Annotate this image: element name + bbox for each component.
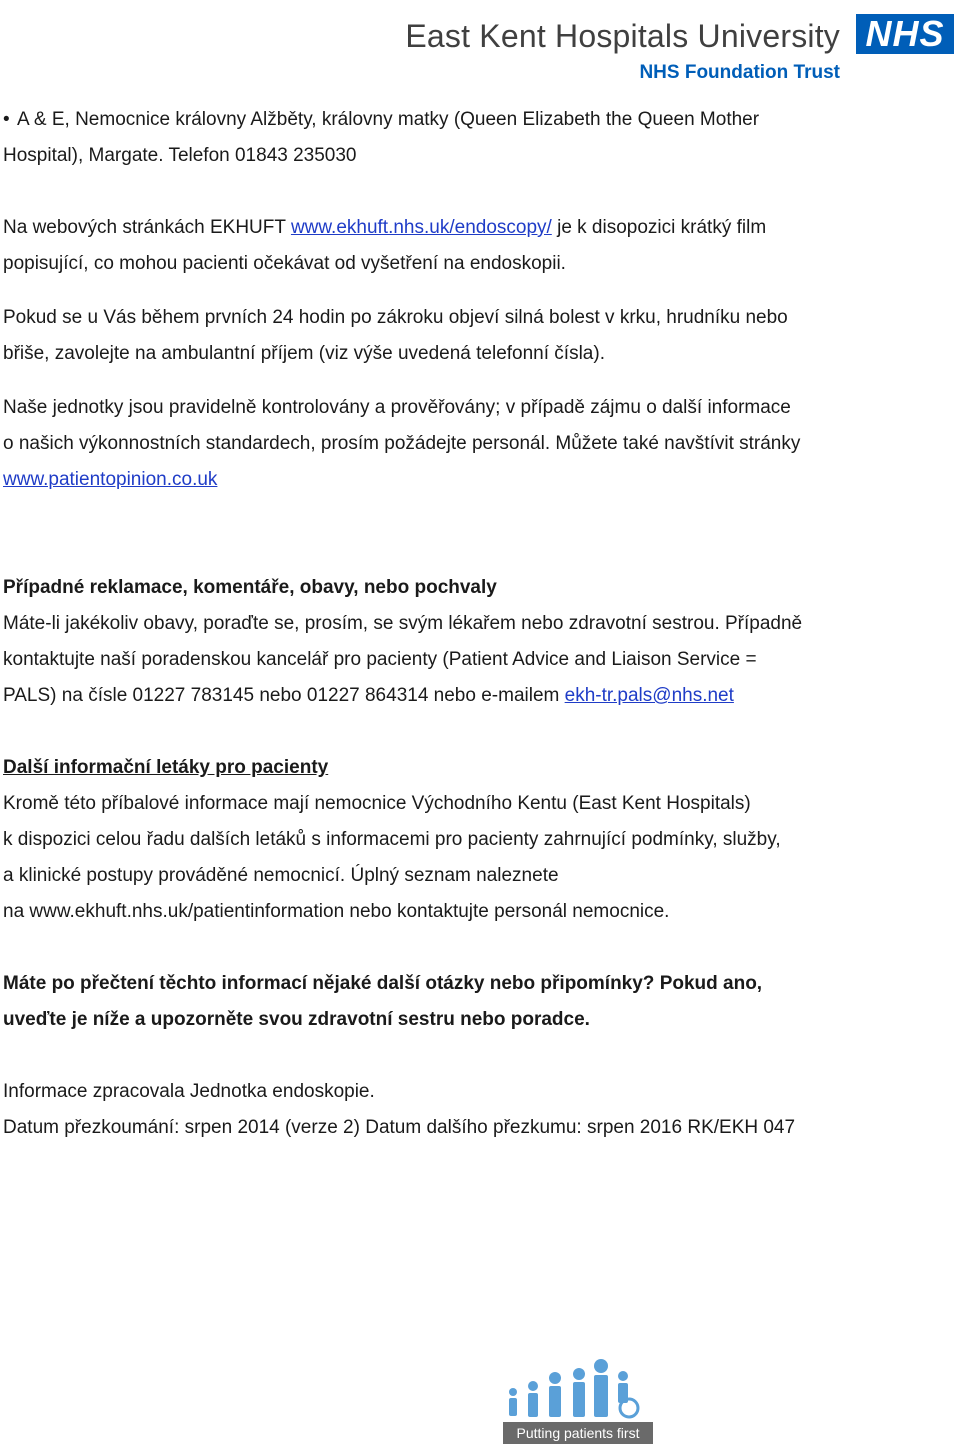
complaints-line3: PALS) na čísle 01227 783145 nebo 01227 864314 nebo e-mailem ekh-tr.pals@nhs.net	[3, 685, 734, 706]
leaflets-line1: Kromě této příbalové informace mají nemocnice Východního Kentu (East Kent Hospitals)	[3, 793, 751, 814]
web-paragraph: Na webových stránkách EKHUFT www.ekhuft.nhs.uk/endoscopy/ je k disopozici krátký film	[3, 217, 767, 238]
footer-logo	[503, 1358, 653, 1444]
nhs-logo: NHS	[856, 14, 954, 54]
organisation-name	[405, 18, 840, 84]
footer-tagline: Putting patients first	[503, 1422, 653, 1444]
questions-line1: Máte po přečtení těchto informací nějaké další otázky nebo připomínky? Pokud ano,	[3, 973, 763, 994]
bullet-item-continued: Hospital), Margate. Telefon 01843 235030	[3, 145, 357, 166]
pain-paragraph-line2: břiše, zavolejte na ambulantní příjem (viz výše uvedená telefonní čísla).	[3, 343, 605, 364]
bullet-icon: •	[3, 109, 10, 130]
patients-figures-icon	[503, 1358, 653, 1420]
trust-name-line: NHS Foundation Trust	[639, 62, 840, 83]
questions-line2: uveďte je níže a upozorněte svou zdravotní sestru nebo poradce.	[3, 1009, 590, 1030]
leaflets-line2: k dispozici celou řadu dalších letáků s informacemi pro pacienty zahrnující podmínky, služby,	[3, 829, 781, 850]
review-dates: Datum přezkoumání: srpen 2014 (verze 2) Datum dalšího přezkumu: srpen 2016 RK/EKH 047	[3, 1117, 796, 1138]
leaflets-heading: Další informační letáky pro pacienty	[3, 757, 329, 778]
pals-email-link[interactable]: ekh-tr.pals@nhs.net	[564, 685, 734, 706]
complaints-line2: kontaktujte naší poradenskou kancelář pro pacienty (Patient Advice and Liaison Service =	[3, 649, 757, 670]
units-paragraph-line2: o našich výkonnostních standardech, prosím požádejte personál. Můžete také navštívit stránky	[3, 433, 801, 454]
leaflets-line3: a klinické postupy prováděné nemocnicí. Úplný seznam naleznete	[3, 865, 559, 886]
endoscopy-link[interactable]: www.ekhuft.nhs.uk/endoscopy/	[290, 217, 552, 238]
units-paragraph: Naše jednotky jsou pravidelně kontrolovány a prověřovány; v případě zájmu o další informace	[3, 397, 791, 418]
complaints-heading: Případné reklamace, komentáře, obavy, nebo pochvaly	[3, 577, 497, 598]
leaflets-line4: na www.ekhuft.nhs.uk/patientinformation nebo kontaktujte personál nemocnice.	[3, 901, 670, 922]
header	[0, 6, 960, 83]
document-body	[3, 102, 903, 1146]
prepared-by: Informace zpracovala Jednotka endoskopie.	[3, 1081, 375, 1102]
bullet-item: • A & E, Nemocnice královny Alžběty, královny matky (Queen Elizabeth the Queen Mother	[3, 102, 903, 138]
patientopinion-link[interactable]: www.patientopinion.co.uk	[3, 469, 218, 490]
org-name-line: East Kent Hospitals University	[405, 18, 840, 54]
pain-paragraph: Pokud se u Vás během prvních 24 hodin po zákroku objeví silná bolest v krku, hrudníku nebo	[3, 307, 788, 328]
complaints-line1: Máte-li jakékoliv obavy, poraďte se, prosím, se svým lékařem nebo zdravotní sestrou. Případně	[3, 613, 803, 634]
web-paragraph-line2: popisující, co mohou pacienti očekávat od vyšetření na endoskopii.	[3, 253, 566, 274]
units-paragraph-line3	[3, 462, 903, 498]
